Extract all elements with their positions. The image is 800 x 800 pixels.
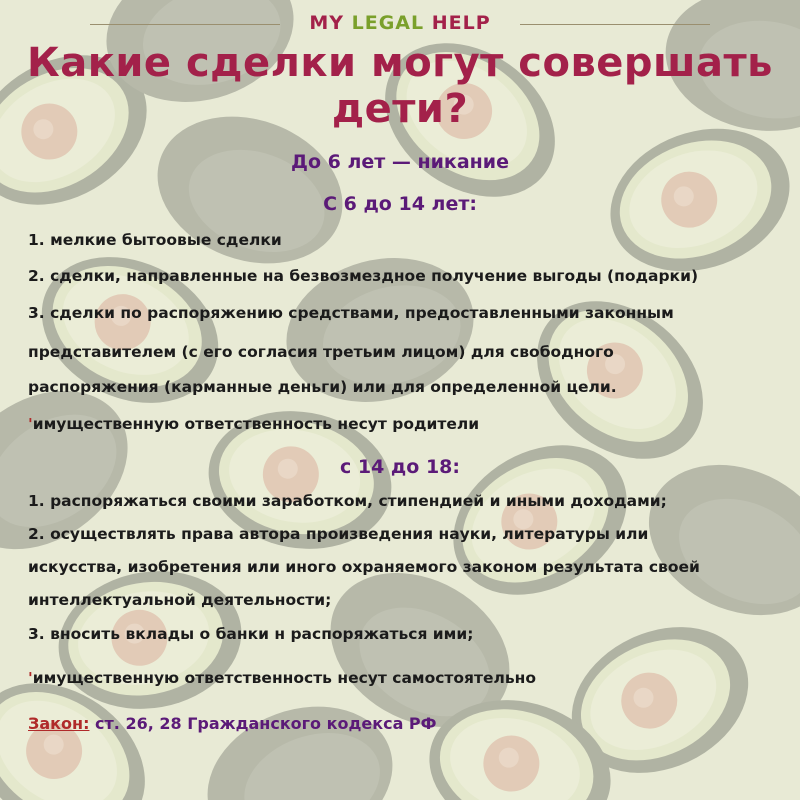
- note-text: имущественную ответственность несут самостоятельно: [32, 669, 537, 687]
- note-mark: ': [28, 669, 33, 687]
- item-6-14-2: 2. сделки, направленные на безвозмездное получение выгоды (подарки): [28, 267, 699, 285]
- item-14-18-2b: искусства, изобретения или иного охраняемого законом результата своей: [28, 558, 700, 576]
- item-6-14-3a: 3. сделки по распоряжению средствами, предоставленными законным: [28, 304, 674, 322]
- law-label: Закон:: [28, 714, 90, 733]
- law-reference: [28, 714, 788, 734]
- page-title: [20, 40, 780, 132]
- law-text: ст. 26, 28 Гражданского кодекса РФ: [89, 714, 437, 733]
- note-6-14: [28, 414, 788, 434]
- brand-part-help: HELP: [424, 12, 491, 34]
- title-line-2: дети?: [331, 86, 469, 132]
- note-mark: ': [28, 415, 33, 433]
- note-14-18: [28, 668, 788, 688]
- brand-part-my: MY: [309, 12, 352, 34]
- title-line-1: Какие сделки могут совершать: [27, 40, 773, 86]
- item-14-18-3: 3. вносить вклады о банки н распоряжаться ими;: [28, 625, 474, 643]
- brand-logo: [0, 12, 800, 34]
- item-14-18-1: 1. распоряжаться своими заработком, стипендией и иными доходами;: [28, 492, 667, 510]
- heading-14-to-18: с 14 до 18:: [340, 456, 460, 478]
- brand-part-legal: LEGAL: [351, 12, 425, 34]
- item-6-14-3b: представителем (с его согласия третьим лицом) для свободного: [28, 343, 614, 361]
- item-6-14-1: 1. мелкие бытоовые сделки: [28, 231, 282, 249]
- item-6-14-3c: распоряжения (карманные деньги) или для определенной цели.: [28, 378, 617, 396]
- item-14-18-2a: 2. осуществлять права автора произведения науки, литературы или: [28, 525, 649, 543]
- note-text: имущественную ответственность несут родители: [32, 415, 480, 433]
- item-14-18-2c: интеллектуальной деятельности;: [28, 591, 332, 609]
- heading-under-6: До 6 лет — никание: [291, 151, 509, 173]
- heading-6-to-14: С 6 до 14 лет:: [323, 193, 477, 215]
